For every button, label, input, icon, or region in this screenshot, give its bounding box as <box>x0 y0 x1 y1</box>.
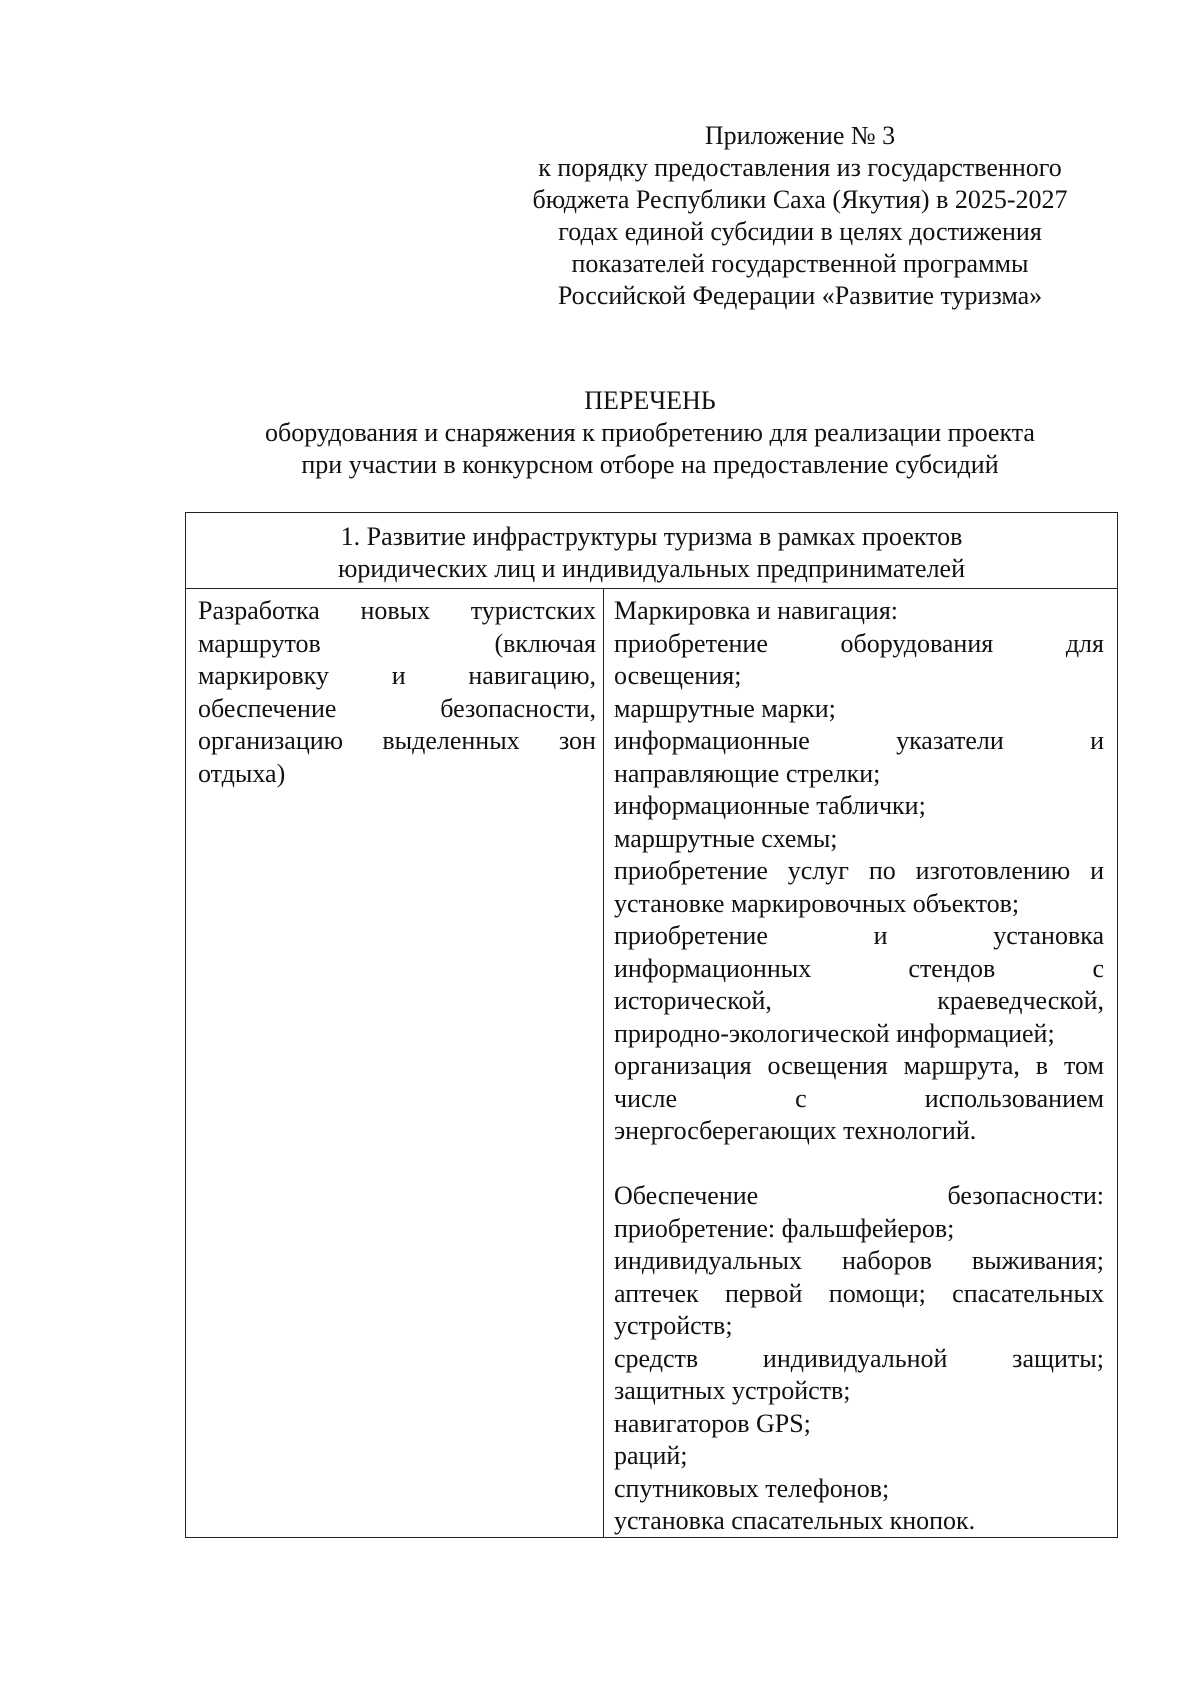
document-title: ПЕРЕЧЕНЬ <box>584 386 716 415</box>
word: и <box>391 661 406 690</box>
word: зон <box>558 726 596 755</box>
appendix-line: Приложение № 3 <box>704 121 896 150</box>
text-line <box>614 920 1104 953</box>
word: индивидуальной <box>762 1343 948 1373</box>
document-subtitle-line: при участии в конкурсном отборе на предоставление субсидий <box>301 450 999 479</box>
text-line <box>614 1278 1104 1311</box>
text-line: информационные таблички; <box>614 791 926 820</box>
word: маркировку <box>198 661 329 690</box>
word: установка <box>993 921 1104 950</box>
word: выделенных <box>382 726 520 755</box>
word: для <box>1065 628 1104 658</box>
text-line <box>614 1343 1104 1376</box>
text-line: направляющие стрелки; <box>614 758 881 788</box>
word: туристских <box>470 596 596 625</box>
text-line: маршрутные схемы; <box>614 823 838 853</box>
text-line: отдыха) <box>198 758 286 788</box>
text-line <box>198 660 596 693</box>
text-line: защитных устройств; <box>614 1376 851 1405</box>
word: том <box>1063 1051 1104 1080</box>
equipment-table <box>185 512 1118 1538</box>
column-divider <box>603 589 604 1537</box>
word: Обеспечение <box>614 1181 759 1210</box>
word: приобретение <box>614 628 768 658</box>
word: навигацию, <box>468 661 596 690</box>
word: с <box>795 1083 807 1113</box>
word: изготовлению <box>915 856 1071 885</box>
appendix-line: Российской Федерации «Развитие туризма» <box>557 281 1043 310</box>
section-header-line: юридических лиц и индивидуальных предпринимателей <box>337 554 966 583</box>
appendix-line: бюджета Республики Саха (Якутия) в 2025-2027 <box>532 185 1068 214</box>
word: Разработка <box>198 596 320 625</box>
table-cell-project-type <box>198 595 596 790</box>
word: услуг <box>787 856 849 885</box>
text-line <box>198 628 596 661</box>
word: освещения <box>767 1051 888 1080</box>
word: безопасности, <box>440 693 596 723</box>
marking-section-title: Маркировка и навигация: <box>614 596 899 625</box>
word: новых <box>360 596 431 625</box>
word: информационные <box>614 726 810 755</box>
appendix-line: к порядку предоставления из государственного <box>538 153 1062 182</box>
word: использованием <box>924 1083 1104 1113</box>
text-line: приобретение: фальшфейеров; <box>614 1213 955 1243</box>
word: обеспечение <box>198 693 337 723</box>
word: и <box>1090 726 1104 755</box>
word: маршрута, <box>903 1051 1020 1080</box>
word: индивидуальных <box>614 1246 803 1275</box>
word: в <box>1035 1051 1049 1080</box>
word: стендов <box>908 953 996 983</box>
word: маршрутов <box>198 628 321 658</box>
word: организацию <box>198 726 344 755</box>
text-line <box>614 855 1104 888</box>
word: оборудования <box>840 628 994 658</box>
section-header-line: 1. Развитие инфраструктуры туризма в рамках проектов <box>340 522 963 551</box>
word: приобретение <box>614 856 768 885</box>
text-line: спутниковых телефонов; <box>614 1473 890 1503</box>
text-line <box>614 725 1104 758</box>
word: организация <box>614 1051 752 1080</box>
text-line: энергосберегающих технологий. <box>614 1116 977 1145</box>
word: краеведческой, <box>937 986 1104 1015</box>
text-line: устройств; <box>614 1311 733 1340</box>
word: информационных <box>614 953 812 983</box>
appendix-line: показателей государственной программы <box>571 249 1029 278</box>
word: и <box>873 921 888 950</box>
word: защиты; <box>1012 1343 1104 1373</box>
word: и <box>1090 856 1104 885</box>
text-line: раций; <box>614 1441 688 1470</box>
text-line <box>614 1083 1104 1116</box>
text-line <box>614 1050 1104 1083</box>
word: числе <box>614 1083 678 1113</box>
text-line: маршрутные марки; <box>614 693 836 723</box>
table-cell-equipment-list <box>614 595 1104 1538</box>
word: приобретение <box>614 921 768 950</box>
word: безопасности: <box>947 1181 1104 1210</box>
word: выживания; <box>971 1246 1104 1275</box>
text-line <box>614 1245 1104 1278</box>
word: аптечек <box>614 1278 699 1308</box>
word: исторической, <box>614 986 772 1015</box>
text-line <box>198 595 596 628</box>
text-line <box>614 628 1104 661</box>
text-line: навигаторов GPS; <box>614 1408 811 1438</box>
text-line <box>198 693 596 726</box>
word: с <box>1092 953 1104 983</box>
paragraph-gap <box>614 1148 1104 1181</box>
word: указатели <box>896 726 1004 755</box>
word: средств <box>614 1343 699 1373</box>
word: по <box>868 856 896 885</box>
text-line: установке маркировочных объектов; <box>614 888 1020 918</box>
word: помощи; <box>828 1278 926 1308</box>
document-subtitle-line: оборудования и снаряжения к приобретению для реализации проекта <box>265 418 1035 447</box>
text-line: установка спасательных кнопок. <box>614 1506 976 1535</box>
text-line <box>198 725 596 758</box>
appendix-block <box>500 120 1100 312</box>
table-section-header <box>186 513 1117 589</box>
word: первой <box>724 1278 803 1308</box>
text-line <box>614 953 1104 986</box>
appendix-line: годах единой субсидии в целях достижения <box>558 217 1042 246</box>
safety-section-title <box>614 1180 1104 1213</box>
text-line: освещения; <box>614 661 742 690</box>
text-line: природно-экологической информацией; <box>614 1018 1055 1048</box>
word: наборов <box>841 1246 932 1275</box>
word: спасательных <box>952 1278 1104 1308</box>
text-line <box>614 985 1104 1018</box>
word: (включая <box>494 628 596 658</box>
document-heading <box>185 385 1115 481</box>
